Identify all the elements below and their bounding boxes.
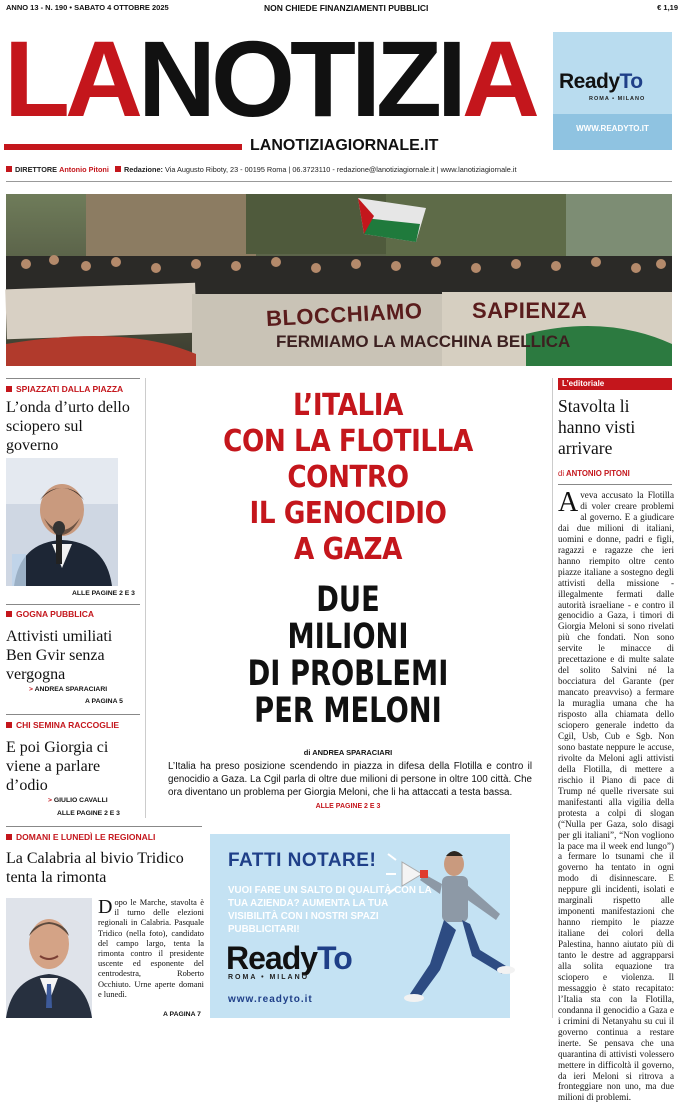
kicker: GOGNA PUBBLICA [6,609,94,619]
article-title[interactable]: L’onda d’urto dello sciopero sul governo [6,399,130,454]
red-rule [4,144,242,150]
headline-line: DI PROBLEMI [247,654,449,694]
director-name: Antonio Pitoni [59,165,109,174]
square-bullet-icon [6,611,12,617]
redazione-details: Via Augusto Riboty, 23 - 00195 Roma | 06.3723110 - redazione@lanotiziagiornale.it | www.lanotiziagiornale.it [164,165,517,174]
price: € 1,19 [657,3,678,12]
editorial-info-line [6,165,678,177]
article-title[interactable]: Attivisti umiliati Ben Gvir senza vergogna [6,628,113,683]
ad-top-url[interactable]: WWW.READYTO.IT [576,124,649,133]
headline-line: DUE [316,580,380,620]
readyto-ad-top[interactable] [553,32,672,150]
divider [6,714,140,715]
square-bullet-icon [115,166,121,172]
ad-text: VUOI FARE UN SALTO DI QUALITÀ CON LA TUA AZIENDA? AUMENTA LA TUA VISIBILITÀ CON I NOSTRI SPAZI PUBBLICITARI! [228,885,432,935]
site-bar [4,138,544,154]
drop-cap: D [98,896,113,918]
top-strip [6,3,678,15]
square-bullet-icon [6,386,12,392]
redazione-label: Redazione: [124,165,163,174]
headline-line: PER MELONI [254,691,442,731]
banner-text-1: BLOCCHIAMO [265,297,424,332]
editorial-body [558,487,674,1103]
logo-a: A [461,18,535,139]
headline-line: CONTRO [287,460,409,495]
main-headline-black[interactable] [150,582,546,730]
site-url[interactable]: LANOTIZIAGIORNALE.IT [250,137,439,154]
headline-line: IL GENOCIDIO [249,496,447,531]
page-reference[interactable]: A PAGINA 5 [85,698,123,705]
headline-line: A GAZA [293,532,403,567]
readyto-ad-bottom[interactable] [210,834,510,1018]
masthead[interactable] [4,20,544,162]
divider [6,378,140,379]
article-title[interactable]: La Calabria al bivio Tridico tenta la rimonta [6,850,184,886]
editorial-title[interactable]: Stavolta li hanno visti arrivare [558,396,636,458]
ad-sub: ROMA • MILANO [228,974,310,981]
ad-headline: FATTI NOTARE! [228,850,377,871]
portrait-photo [6,898,92,1018]
page-reference[interactable]: ALLE PAGINE 2 E 3 [315,803,381,810]
column-divider [552,378,553,1018]
editorial-text: veva accusato la Flotilla di voler creare problemi al governo. E a giudicare dai due milioni di italiani, uomini e donne, padri e figli, ragazzi e ragazze che ieri hanno riempito oltre cento piazze italiane a sostegno degli attivisti della missione - illegalmente fermati dalle autorità israeliane - e contro il genocidio a Gaza, i timori di Giorgia Meloni si sono rivelati più che fondati. Non sono servite le minacce di precettazione e di multe salate del solito Salvini né la bocciatura del Garante (per mancato preavviso) a fermare la muraglia umana che ha risposto alla chiamata dello sciopero generale indetto da Cgil, Usb, Cub e Sgb. Non sono bastate neppure le accuse, rivolte da Meloni agli attivisti della Flotilla, di mettere a rischio il Piano di pace di Trump né quelle riversate sui manifestanti alla vigilia della protesta a colpi di slogan (“Nulla per Gaza, solo disagi per gli italiani”, “Non vogliono la pace ma il week end lungo”) a fermare lo tsunami che il governo ha tentato in ogni modo di disinnescare. E neppure gli incidenti, isolati e marginali rispetto alle imponenti manifestazioni che hanno riempito le piazze italiane dei colori della Palestina, hanno aiutato più di tanto le destre ad aggrapparsi alla solita equazione tra sciopero e violenza. Il messaggio è stato recapitato: l’Italia sta con la Flotilla, condanna il genocidio a Gaza e i crimini di Netanyahu su cui il governo continua a restare inerte. Se pensava che una quarantina di attivisti volessero mettere in difficoltà il governo, da ieri Meloni si ritrova a fronteggiare non uno, ma due milioni di problemi. [558,490,674,1103]
editorial-label: L’editoriale [558,378,672,390]
banner-text-2: SAPIENZA [472,298,588,323]
main-headline-red[interactable] [150,388,546,568]
logo-notizi: NOTIZI [137,18,462,139]
drop-cap: A [558,487,579,518]
hero-photo-protest [6,194,672,366]
article-body: opo le Marche, stavolta è il turno delle elezioni regionali in Calabria. Pasquale Tridico (nella foto), candidato del campo largo, tenta la rimonta contro il presidente uscente ed esponente del centrodestra, Roberto Occhiuto. Urne aperte domani e lunedì. [98,898,204,999]
headline-line: CON LA FLOTILLA [223,424,473,459]
divider [6,826,202,827]
square-bullet-icon [6,166,12,172]
article-author: > GIULIO CAVALLI [48,797,108,804]
editorial-author: di ANTONIO PITONI [558,469,630,478]
column-divider [145,378,146,818]
issue-info: ANNO 13 - N. 190 • SABATO 4 OTTOBRE 2025 [6,3,169,12]
kicker: SPIAZZATI DALLA PIAZZA [6,384,123,394]
kicker: CHI SEMINA RACCOGLIE [6,720,119,730]
ad-top-sub: ROMA • MILANO [589,96,646,102]
divider [6,181,672,182]
page-reference[interactable]: ALLE PAGINE 2 E 3 [72,590,135,597]
square-bullet-icon [6,834,12,840]
ad-url[interactable]: www.readyto.it [228,994,313,1005]
headline-line: L’ITALIA [293,388,403,423]
kicker: DOMANI E LUNEDÌ LE REGIONALI [6,832,155,842]
main-summary: L’Italia ha preso posizione scendendo in piazza in difesa della Flotilla e contro il genocidio a Gaza. La Cgil parla di oltre due milioni di persone in oltre 100 città. Che ora diventano un problema per Giorgia Meloni, che li ha attaccati a testa bassa. [168,761,532,799]
divider [6,604,140,605]
article-author: > ANDREA SPARACIARI [29,686,108,693]
logo-la: LA [4,18,138,139]
tagline: NON CHIEDE FINANZIAMENTI PUBBLICI [264,3,429,13]
portrait-photo [6,458,118,586]
ad-brand: ReadyTo [226,940,352,976]
square-bullet-icon [6,722,12,728]
calabria-article-text [98,898,204,1000]
headline-line: MILIONI [287,617,409,657]
main-byline: di ANDREA SPARACIARI [303,748,393,757]
director-label: DIRETTORE [15,165,58,174]
article-title[interactable]: E poi Giorgia ci viene a parlare d’odio [6,739,109,794]
ad-top-brand: ReadyTo [559,70,643,93]
banner-text-3: FERMIAMO LA MACCHINA BELLICA [276,332,571,351]
page-reference[interactable]: ALLE PAGINE 2 E 3 [57,810,120,817]
photo-tridico [6,898,92,1018]
divider [558,484,672,485]
newspaper-logo[interactable] [4,18,535,139]
page-reference[interactable]: A PAGINA 7 [163,1011,201,1018]
photo-politician [6,458,118,586]
